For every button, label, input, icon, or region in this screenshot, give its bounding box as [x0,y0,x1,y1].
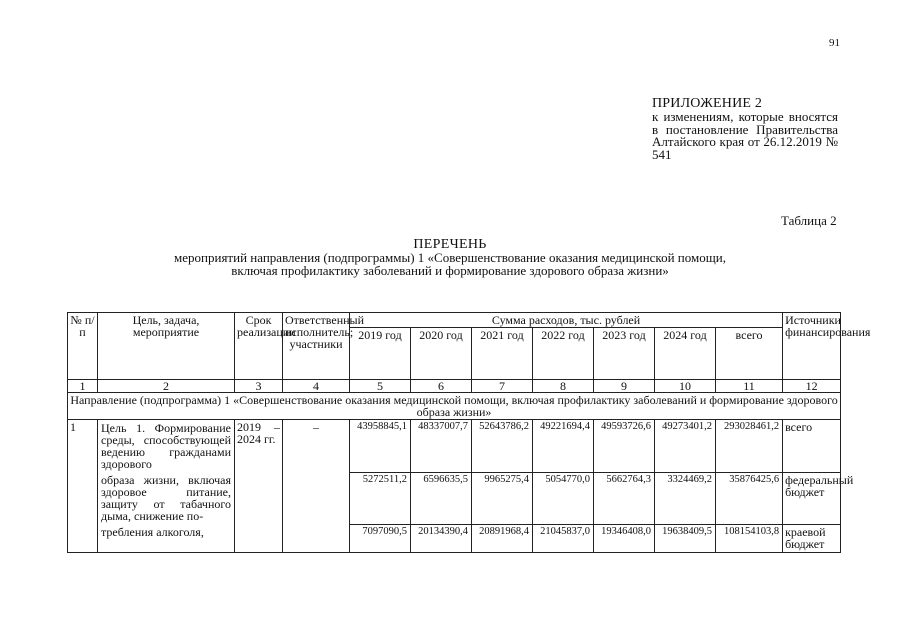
column-number: 4 [283,380,350,393]
title-line-2: мероприятий направления (подпрограммы) 1 «Совершенствование оказания медицинской помощи, [174,250,726,265]
value-cell: 108154103,8 [716,524,783,552]
row-responsible: – [283,420,350,553]
header-year: 2021 год [472,328,533,380]
goal-text-part [98,472,235,524]
column-number: 1 [68,380,98,393]
header-year: 2020 год [411,328,472,380]
value-cell: 21045837,0 [533,524,594,552]
value-cell: 48337007,7 [411,420,472,473]
header-year: 2023 год [594,328,655,380]
value-cell: 3324469,2 [655,472,716,524]
goal-text-part [98,524,235,552]
goal-text-1: Цель 1. Формирование среды, способствующей ведению гражданами здорового [101,421,231,471]
column-number: 11 [716,380,783,393]
column-number: 6 [411,380,472,393]
value-cell: 35876425,6 [716,472,783,524]
value-cell: 43958845,1 [350,420,411,473]
source-cell: всего [783,420,841,473]
measures-table [67,312,871,553]
header-goal: Цель, задача, мероприятие [98,313,235,380]
goal-text-part [98,420,235,473]
direction-label: Направление (подпрограмма) 1 «Совершенствование оказания медицинской помощи, включая профилактику заболеваний и формирование здорового образа жизни» [68,393,841,420]
value-cell: 5272511,2 [350,472,411,524]
column-number: 3 [235,380,283,393]
header-source: Источники финансирования [783,313,841,380]
column-number: 7 [472,380,533,393]
table-row [68,472,841,524]
value-cell: 7097090,5 [350,524,411,552]
title-line-1: ПЕРЕЧЕНЬ [413,237,487,252]
appendix-text: к изменениям, которые вносятся в постановление Правительства Алтайского края от 26.12.2019 № 541 [652,109,838,162]
value-cell: 49273401,2 [655,420,716,473]
table-row [68,420,841,473]
column-number-row [68,380,841,393]
appendix-title: ПРИЛОЖЕНИЕ 2 [652,96,763,111]
table-row [68,524,841,552]
table-caption: Таблица 2 [781,213,837,228]
header-total: всего [716,328,783,380]
header-num: № п/п [68,313,98,380]
value-cell: 19638409,5 [655,524,716,552]
value-cell: 20134390,4 [411,524,472,552]
direction-row [68,393,841,420]
row-num: 1 [68,420,98,553]
value-cell: 293028461,2 [716,420,783,473]
header-year: 2019 год [350,328,411,380]
column-number: 2 [98,380,235,393]
value-cell: 20891968,4 [472,524,533,552]
value-cell: 5662764,3 [594,472,655,524]
page-number: 91 [829,37,840,49]
value-cell: 52643786,2 [472,420,533,473]
value-cell: 6596635,5 [411,472,472,524]
title-line-3: включая профилактику заболеваний и формирование здорового образа жизни» [231,263,669,278]
value-cell: 9965275,4 [472,472,533,524]
column-number: 12 [783,380,841,393]
header-term: Срок реализации [235,313,283,380]
appendix-block [652,96,838,161]
value-cell: 49593726,6 [594,420,655,473]
header-responsible: Ответственный исполнитель; участники [283,313,350,380]
source-cell: краевой бюджет [783,524,841,552]
document-title [130,238,770,277]
value-cell: 49221694,4 [533,420,594,473]
goal-text-3: требления алкоголя, [101,525,204,539]
header-year: 2022 год [533,328,594,380]
goal-text-2: образа жизни, включая здоровое питание, защиту от табачного дыма, снижение по- [101,473,231,523]
source-cell: федеральный бюджет [783,472,841,524]
value-cell: 5054770,0 [533,472,594,524]
value-cell: 19346408,0 [594,524,655,552]
row-term: 2019 – 2024 гг. [235,420,283,553]
column-number: 10 [655,380,716,393]
header-year: 2024 год [655,328,716,380]
column-number: 9 [594,380,655,393]
header-row [68,313,841,328]
column-number: 5 [350,380,411,393]
header-sum-group: Сумма расходов, тыс. рублей [350,313,783,328]
column-number: 8 [533,380,594,393]
